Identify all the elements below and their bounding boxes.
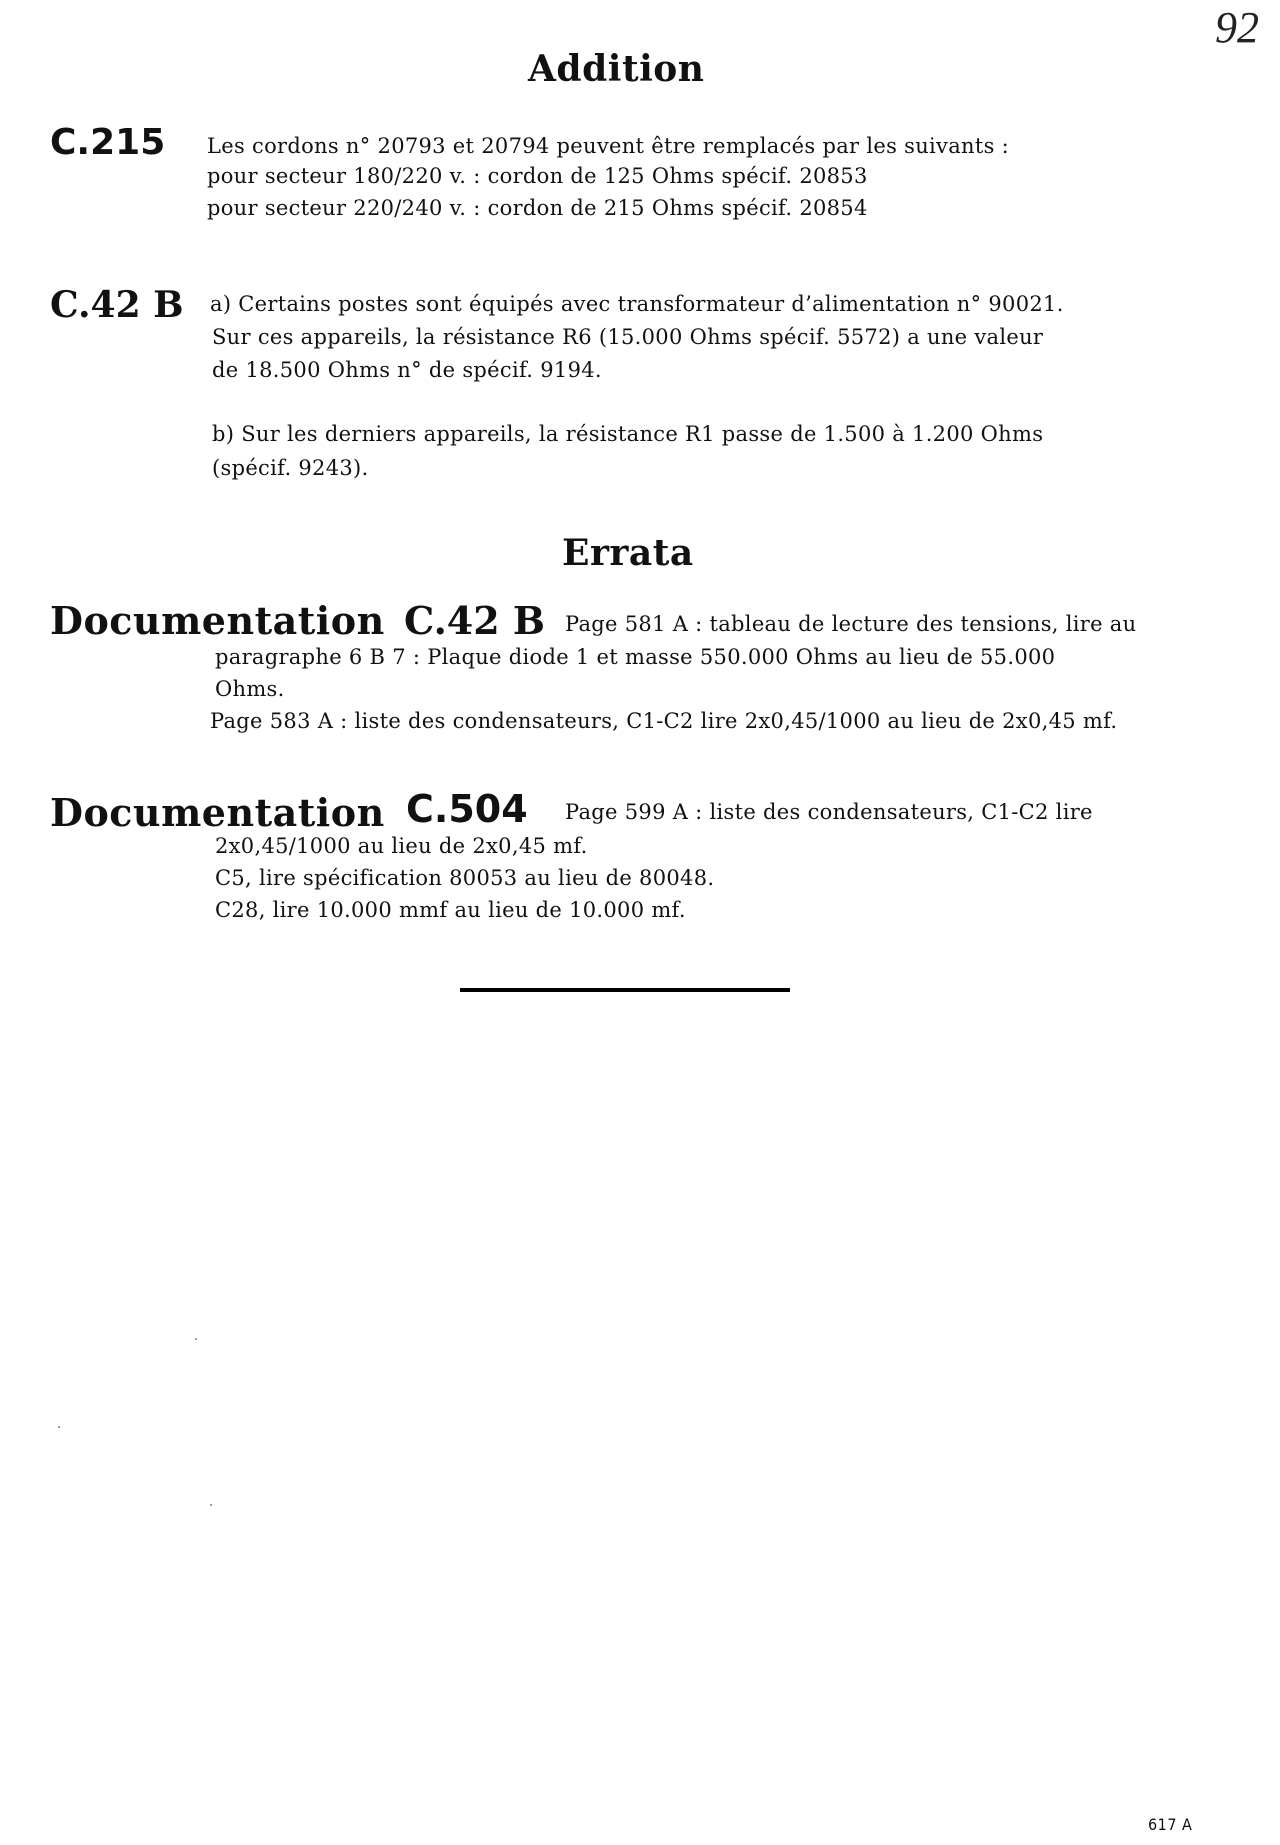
scan-speck bbox=[195, 1338, 197, 1340]
doc2-line-3: C5, lire spécification 80053 au lieu de 80048. bbox=[215, 866, 715, 890]
doc1-line-2: paragraphe 6 B 7 : Plaque diode 1 et masse 550.000 Ohms au lieu de 55.000 bbox=[215, 645, 1056, 669]
handwritten-page-mark: 92 bbox=[1215, 3, 1259, 52]
c42b-b-line-1: b) Sur les derniers appareils, la résistance R1 passe de 1.500 à 1.200 Ohms bbox=[212, 422, 1044, 446]
doc1-line-4: Page 583 A : liste des condensateurs, C1-C2 lire 2x0,45/1000 au lieu de 2x0,45 mf. bbox=[210, 709, 1118, 733]
c215-line-3: pour secteur 220/240 v. : cordon de 215 Ohms spécif. 20854 bbox=[207, 196, 868, 220]
scan-speck bbox=[58, 1426, 60, 1428]
doc2-line-1: Page 599 A : liste des condensateurs, C1-C2 lire bbox=[565, 800, 1093, 824]
section-divider bbox=[460, 988, 790, 992]
c215-code: C.215 bbox=[50, 122, 166, 163]
doc2-line-2: 2x0,45/1000 au lieu de 2x0,45 mf. bbox=[215, 834, 588, 858]
doc1-line-1: Page 581 A : tableau de lecture des tensions, lire au bbox=[565, 612, 1137, 636]
doc2-label: Documentation bbox=[50, 790, 385, 835]
c42b-a-line-3: de 18.500 Ohms n° de spécif. 9194. bbox=[212, 358, 602, 382]
doc2-line-4: C28, lire 10.000 mmf au lieu de 10.000 mf. bbox=[215, 898, 686, 922]
doc1-label: Documentation bbox=[50, 598, 385, 643]
page-number: 617 A bbox=[1148, 1815, 1193, 1834]
errata-heading: Errata bbox=[562, 532, 694, 574]
c215-line-2: pour secteur 180/220 v. : cordon de 125 Ohms spécif. 20853 bbox=[207, 164, 868, 188]
doc1-line-3: Ohms. bbox=[215, 677, 285, 701]
c42b-a-line-1: a) Certains postes sont équipés avec transformateur d’alimentation n° 90021. bbox=[210, 292, 1064, 316]
c42b-code: C.42 B bbox=[50, 284, 184, 326]
scan-speck bbox=[210, 1504, 212, 1506]
c215-line-1: Les cordons n° 20793 et 20794 peuvent être remplacés par les suivants : bbox=[207, 134, 1010, 158]
c42b-b-line-2: (spécif. 9243). bbox=[212, 456, 369, 480]
doc1-code: C.42 B bbox=[404, 598, 546, 643]
addition-heading: Addition bbox=[528, 48, 705, 90]
c42b-a-line-2: Sur ces appareils, la résistance R6 (15.000 Ohms spécif. 5572) a une valeur bbox=[212, 325, 1044, 349]
doc2-code: C.504 bbox=[406, 787, 528, 831]
